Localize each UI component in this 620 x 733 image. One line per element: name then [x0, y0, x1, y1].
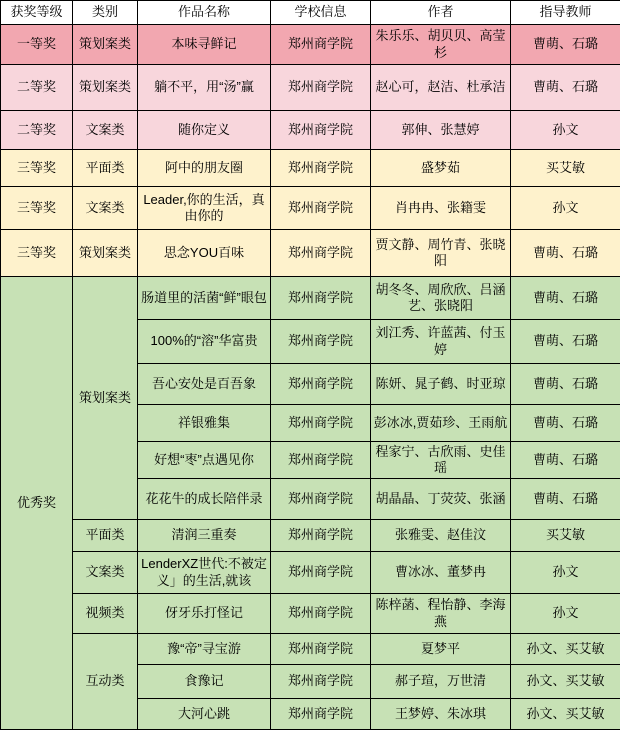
cell-advisors: 孙文: [511, 111, 620, 150]
cell-work: 肠道里的活菌“鲜”眼包: [138, 277, 271, 320]
cell-advisors: 曹萌、石璐: [511, 25, 620, 65]
column-header-level: 获奖等级: [1, 1, 73, 25]
cell-advisors: 孙文: [511, 552, 620, 594]
table-row: [1, 520, 620, 552]
cell-advisors: 曹萌、石璐: [511, 65, 620, 111]
table-row: [1, 111, 620, 150]
cell-authors: 朱乐乐、胡贝贝、高莹杉: [371, 25, 511, 65]
column-header-school: 学校信息: [271, 1, 371, 25]
cell-work: 本味寻鲜记: [138, 25, 271, 65]
cell-authors: 郝子瑄，万世清: [371, 665, 511, 699]
cell-work: 清润三重奏: [138, 520, 271, 552]
cell-school: 郑州商学院: [271, 230, 371, 277]
cell-work: 好想“枣”点遇见你: [138, 442, 271, 479]
cell-work: 阿中的朋友圈: [138, 150, 271, 187]
cell-level: 三等奖: [1, 230, 73, 277]
cell-advisors: 孙文: [511, 187, 620, 230]
cell-authors: 贾文静、周竹青、张晓阳: [371, 230, 511, 277]
cell-work: Leader,你的生活，真由你的: [138, 187, 271, 230]
cell-school: 郑州商学院: [271, 150, 371, 187]
cell-work: 伢牙乐打怪记: [138, 594, 271, 634]
cell-level: 二等奖: [1, 111, 73, 150]
cell-school: 郑州商学院: [271, 520, 371, 552]
cell-work: 大河心跳: [138, 699, 271, 730]
table-row: [1, 25, 620, 65]
cell-school: 郑州商学院: [271, 320, 371, 364]
cell-school: 郑州商学院: [271, 699, 371, 730]
cell-authors: 曹冰冰、董梦冉: [371, 552, 511, 594]
cell-work: 思念YOU百味: [138, 230, 271, 277]
cell-category: 平面类: [73, 150, 138, 187]
column-header-work: 作品名称: [138, 1, 271, 25]
cell-school: 郑州商学院: [271, 65, 371, 111]
cell-school: 郑州商学院: [271, 594, 371, 634]
cell-authors: 刘江秀、许蓝茜、付玉婷: [371, 320, 511, 364]
cell-advisors: 孙文、买艾敏: [511, 634, 620, 665]
cell-advisors: 曹萌、石璐: [511, 230, 620, 277]
cell-work: 食豫记: [138, 665, 271, 699]
cell-school: 郑州商学院: [271, 187, 371, 230]
cell-work: 花花牛的成长陪伴录: [138, 479, 271, 520]
cell-school: 郑州商学院: [271, 442, 371, 479]
cell-school: 郑州商学院: [271, 552, 371, 594]
cell-authors: 郭伸、张慧婷: [371, 111, 511, 150]
table-row: [1, 634, 620, 665]
cell-school: 郑州商学院: [271, 634, 371, 665]
table-row: [1, 230, 620, 277]
cell-authors: 张雅雯、赵佳汶: [371, 520, 511, 552]
cell-level-excellence: 优秀奖: [1, 277, 73, 730]
cell-level: 三等奖: [1, 150, 73, 187]
cell-level: 三等奖: [1, 187, 73, 230]
cell-school: 郑州商学院: [271, 25, 371, 65]
cell-school: 郑州商学院: [271, 479, 371, 520]
table-row: [1, 277, 620, 320]
cell-category: 平面类: [73, 520, 138, 552]
cell-category: 文案类: [73, 552, 138, 594]
table-row: [1, 65, 620, 111]
cell-category: 策划案类: [73, 65, 138, 111]
cell-advisors: 曹萌、石璐: [511, 405, 620, 442]
cell-authors: 陈妍、晁子鹤、时亚琼: [371, 364, 511, 405]
cell-school: 郑州商学院: [271, 111, 371, 150]
cell-advisors: 曹萌、石璐: [511, 442, 620, 479]
cell-authors: 肖冉冉、张籍雯: [371, 187, 511, 230]
column-header-category: 类别: [73, 1, 138, 25]
column-header-advisors: 指导教师: [511, 1, 620, 25]
cell-category: 文案类: [73, 187, 138, 230]
column-header-authors: 作者: [371, 1, 511, 25]
cell-school: 郑州商学院: [271, 665, 371, 699]
cell-advisors: 买艾敏: [511, 150, 620, 187]
cell-work: 吾心安处是百吾象: [138, 364, 271, 405]
cell-work: LenderXZ世代:不被定义」的生活,就该: [138, 552, 271, 594]
cell-authors: 盛梦茹: [371, 150, 511, 187]
cell-advisors: 买艾敏: [511, 520, 620, 552]
cell-school: 郑州商学院: [271, 277, 371, 320]
cell-level: 二等奖: [1, 65, 73, 111]
table-row: [1, 187, 620, 230]
cell-authors: 夏梦平: [371, 634, 511, 665]
cell-authors: 赵心可，赵洁、杜承洁: [371, 65, 511, 111]
cell-category-interactive: 互动类: [73, 634, 138, 730]
cell-advisors: 孙文、买艾敏: [511, 665, 620, 699]
header-row: [1, 1, 620, 25]
cell-category: 策划案类: [73, 230, 138, 277]
table-row: [1, 594, 620, 634]
cell-authors: 彭冰冰,贾茹珍、王雨航: [371, 405, 511, 442]
cell-work: 随你定义: [138, 111, 271, 150]
cell-work: 100%的“溶”华富贵: [138, 320, 271, 364]
cell-authors: 程家宁、古欣雨、史佳瑶: [371, 442, 511, 479]
cell-category-planning: 策划案类: [73, 277, 138, 520]
cell-school: 郑州商学院: [271, 364, 371, 405]
cell-advisors: 孙文、买艾敏: [511, 699, 620, 730]
cell-advisors: 曹萌、石璐: [511, 364, 620, 405]
table-row: [1, 552, 620, 594]
cell-authors: 胡冬冬、周欣欣、吕涵艺、张晓阳: [371, 277, 511, 320]
cell-advisors: 孙文: [511, 594, 620, 634]
cell-work: 豫“帝”寻宝游: [138, 634, 271, 665]
cell-work: 祥银雅集: [138, 405, 271, 442]
cell-category: 视频类: [73, 594, 138, 634]
cell-authors: 王梦婷、朱冰琪: [371, 699, 511, 730]
cell-advisors: 曹萌、石璐: [511, 320, 620, 364]
cell-authors: 陈梓菡、程怡静、李海燕: [371, 594, 511, 634]
cell-category: 文案类: [73, 111, 138, 150]
cell-advisors: 曹萌、石璐: [511, 479, 620, 520]
cell-advisors: 曹萌、石璐: [511, 277, 620, 320]
cell-work: 躺不平，用“汤”赢: [138, 65, 271, 111]
table-row: [1, 150, 620, 187]
cell-school: 郑州商学院: [271, 405, 371, 442]
cell-category: 策划案类: [73, 25, 138, 65]
cell-authors: 胡晶晶、丁荧荧、张涵: [371, 479, 511, 520]
cell-level: 一等奖: [1, 25, 73, 65]
